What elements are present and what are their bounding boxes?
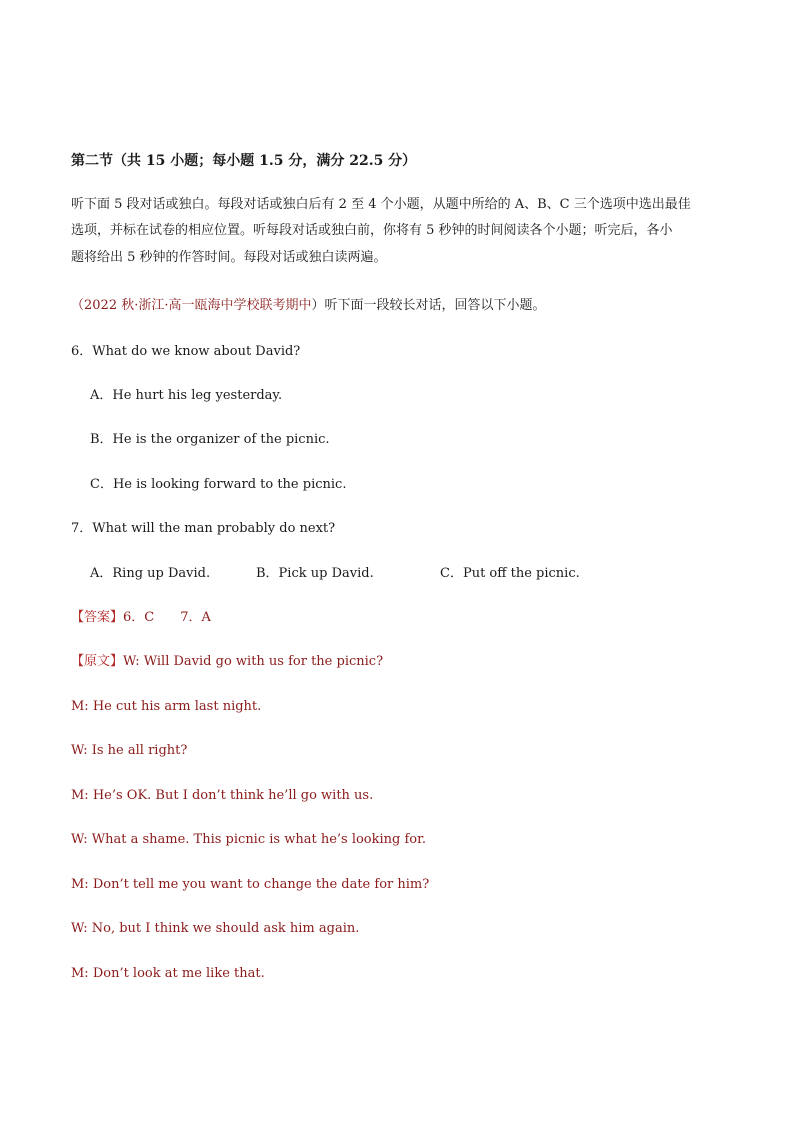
- source-open-paren: （: [71, 298, 85, 313]
- question-6-option-c: C．He is looking forward to the picnic.: [90, 477, 347, 492]
- instruction-line-2: 选项，并标在试卷的相应位置。听每段对话或独白前，你将有 5 秒钟的时间阅读各个小题；听完后，各小: [71, 223, 673, 238]
- transcript-label: 【原文】: [71, 654, 124, 669]
- question-7-option-b: B．Pick up David.: [256, 566, 374, 581]
- section-heading: 第二节（共 15 小题；每小题 1.5 分，满分 22.5 分）: [71, 153, 417, 169]
- transcript-text: W: Will David go with us for the picnic?: [123, 654, 384, 669]
- transcript-line-4: M: He’s OK. But I don’t think he’ll go with us.: [71, 788, 374, 803]
- source-citation: 2022 秋·浙江·高一瓯海中学校联考期中: [84, 298, 312, 313]
- source-instruction: ）听下面一段较长对话，回答以下小题。: [311, 298, 546, 313]
- question-6-stem: 6．What do we know about David?: [71, 344, 301, 359]
- transcript-line-2: M: He cut his arm last night.: [71, 699, 262, 714]
- instruction-line-3: 题将给出 5 秒钟的作答时间。每段对话或独白读两遍。: [71, 250, 387, 265]
- transcript-line-6: M: Don’t tell me you want to change the date for him?: [71, 877, 430, 892]
- question-7-option-a: A．Ring up David.: [90, 566, 211, 581]
- question-6-option-a: A．He hurt his leg yesterday.: [90, 388, 283, 403]
- question-6-option-b: B．He is the organizer of the picnic.: [90, 432, 330, 447]
- transcript-line-7: W: No, but I think we should ask him again.: [71, 921, 360, 936]
- answer-line: [71, 609, 211, 627]
- answer-value: 6．C 7．A: [123, 610, 211, 625]
- instruction-line-1: 听下面 5 段对话或独白。每段对话或独白后有 2 至 4 个小题，从题中所给的 A、B、C 三个选项中选出最佳: [71, 197, 691, 212]
- answer-label: 【答案】: [71, 610, 124, 625]
- question-7-option-c: C．Put off the picnic.: [440, 566, 580, 581]
- transcript-line-8: M: Don’t look at me like that.: [71, 966, 265, 981]
- transcript-line-5: W: What a shame. This picnic is what he’s looking for.: [71, 832, 427, 847]
- transcript-line-1: [71, 653, 383, 671]
- source-line: [71, 297, 546, 315]
- question-7-stem: 7．What will the man probably do next?: [71, 521, 336, 536]
- transcript-line-3: W: Is he all right?: [71, 743, 188, 758]
